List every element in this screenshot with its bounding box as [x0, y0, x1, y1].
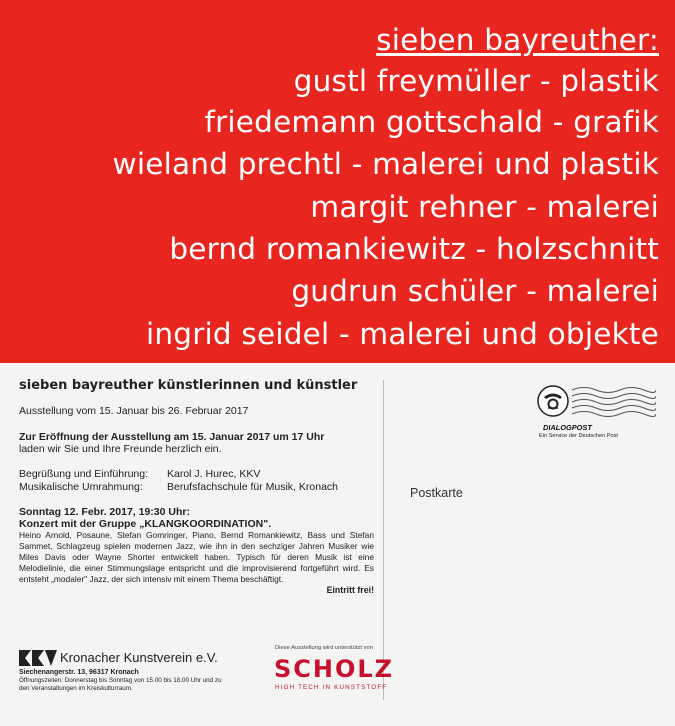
- post-horn-icon: [536, 384, 570, 418]
- artist-line: gustl freymüller - plastik: [293, 64, 659, 98]
- concert-title: Konzert mit der Gruppe „KLANGKOORDINATION".: [19, 518, 272, 530]
- concert-date: Sonntag 12. Febr. 2017, 19:30 Uhr:: [19, 506, 190, 518]
- scholz-tagline: HIGH TECH IN KUNSTSTOFF: [275, 684, 388, 691]
- postcard-divider: [383, 380, 384, 700]
- credit-value: Karol J. Hurec, KKV: [167, 468, 261, 480]
- artist-line: gudrun schüler - malerei: [291, 274, 659, 308]
- credits: [19, 468, 374, 494]
- event-info: [19, 378, 374, 595]
- credit-value: Berufsfachschule für Musik, Kronach: [167, 481, 338, 493]
- kkv-logo-icon: [19, 650, 57, 666]
- organizer-name: Kronacher Kunstverein e.V.: [60, 650, 218, 665]
- artist-line: friedemann gottschald - grafik: [204, 105, 659, 139]
- organizer-address-block: [19, 669, 229, 693]
- artist-line: ingrid seidel - malerei und objekte: [145, 317, 659, 351]
- sponsor-note: Diese Ausstellung wird unterstützt von: [275, 645, 373, 651]
- credit-row: [19, 468, 374, 481]
- headline-title: sieben bayreuther:: [376, 23, 659, 57]
- postcard-label: Postkarte: [410, 486, 463, 500]
- organizer-hours: Öffnungszeiten: Donnerstag bis Sonntag von 15.00 bis 18.00 Uhr und zu den Veranstaltungen im Kreiskulturraum.: [19, 677, 222, 692]
- exhibition-dates: Ausstellung vom 15. Januar bis 26. Februar 2017: [19, 405, 249, 417]
- organizer-address: Siechenangerstr. 13, 96317 Kronach: [19, 669, 139, 676]
- artist-line: margit rehner - malerei: [310, 190, 659, 224]
- credit-row: [19, 481, 374, 494]
- admission-note: Eintritt frei!: [326, 585, 374, 595]
- concert-text: Heino Arnold, Posaune, Stefan Gomringer, Piano, Bernd Romankiewitz, Bass und Stefan Sammet, Schlagzeug spielen modernen Jazz, wie ihn in den sechziger Jahren Musiker wie Miles Davis oder Wayne Shorter entwickelt haben. Typisch für deren Musik ist eine Melodielinie, die einer Stimmungslage entspricht und die improvisierend fortgeführt wird. Es entsteht „modaler" Jazz, der sich intensiv mit einem Thema beschäftigt.: [19, 530, 374, 584]
- dialogpost-brand: DIALOGPOST: [543, 423, 592, 432]
- artist-line: wieland prechtl - malerei und plastik: [112, 147, 659, 181]
- opening-invite: laden wir Sie und Ihre Freunde herzlich ein.: [19, 443, 222, 455]
- credit-label: Begrüßung und Einführung:: [19, 468, 149, 480]
- scholz-logo: SCHOLZ: [274, 655, 395, 683]
- dialogpost-service: Ein Service der Deutschen Post: [539, 433, 618, 439]
- exhibition-subtitle: sieben bayreuther künstlerinnen und künstler: [19, 378, 358, 393]
- artist-line: bernd romankiewitz - holzschnitt: [169, 232, 659, 266]
- credit-label: Musikalische Umrahmung:: [19, 481, 143, 493]
- opening-heading: Zur Eröffnung der Ausstellung am 15. Januar 2017 um 17 Uhr: [19, 431, 325, 443]
- concert-section: [19, 506, 374, 595]
